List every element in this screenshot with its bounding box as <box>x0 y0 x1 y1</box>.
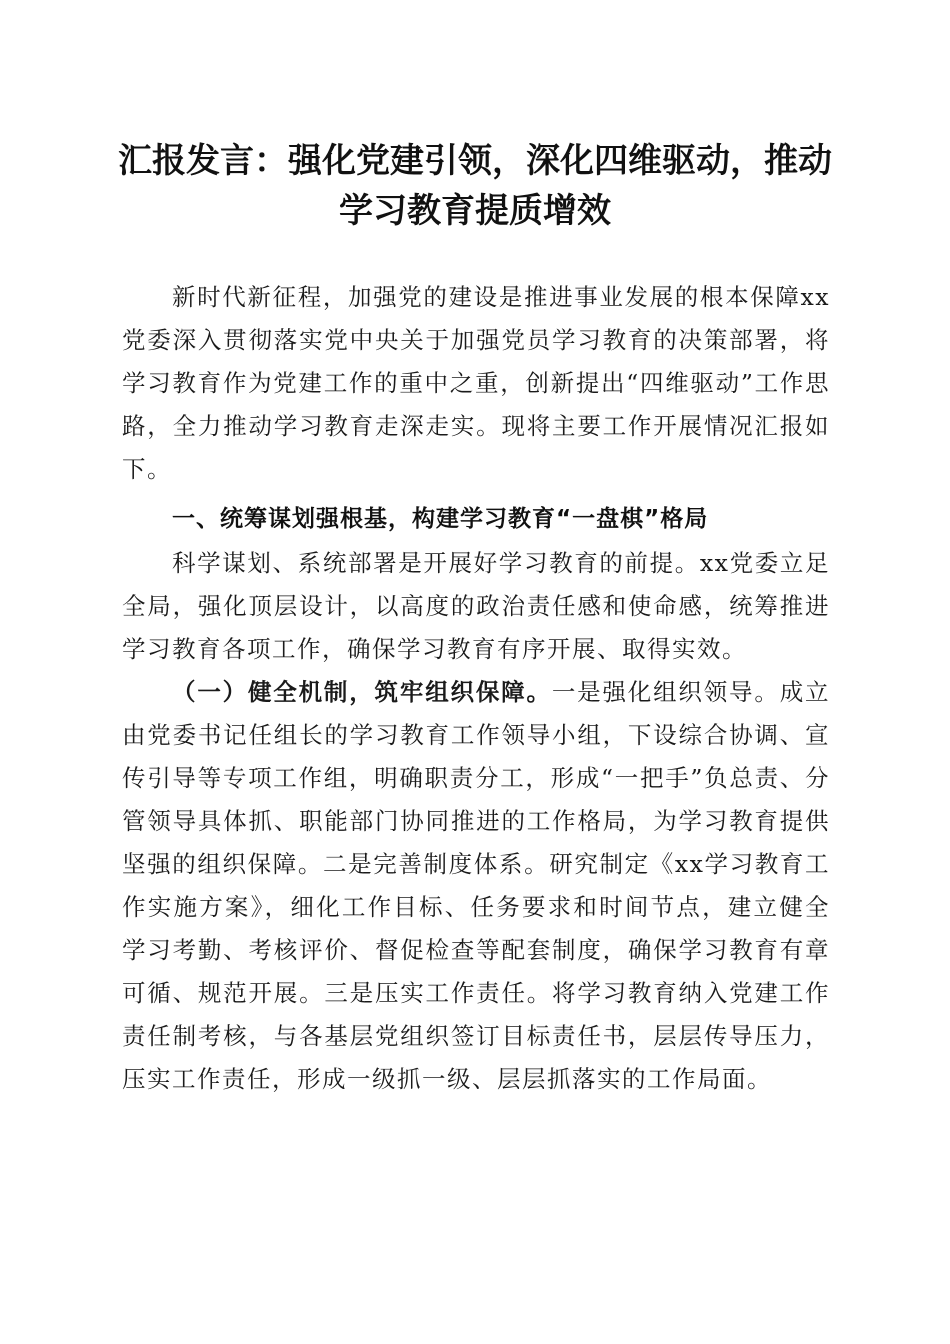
intro-paragraph: 新时代新征程，加强党的建设是推进事业发展的根本保障xx党委深入贯彻落实党中央关于加强党员学习教育的决策部署，将学习教育作为党建工作的重中之重，创新提出“四维驱动”工作思路，全力推动学习教育走深走实。现将主要工作开展情况汇报如下。 <box>122 283 830 483</box>
subsection-1-text: 一是强化组织领导。成立由党委书记任组长的学习教育工作领导小组，下设综合协调、宣传引导等专项工作组，明确职责分工，形成“一把手”负总责、分管领导具体抓、职能部门协同推进的工作格局，为学习教育提供坚强的组织保障。二是完善制度体系。研究制定《xx学习教育工作实施方案》，细化工作目标、任务要求和时间节点，建立健全学习考勤、考核评价、督促检查等配套制度，确保学习教育有章可循、规范开展。三是压实工作责任。将学习教育纳入党建工作责任制考核，与各基层党组织签订目标责任书，层层传导压力，压实工作责任，形成一级抓一级、层层抓落实的工作局面。 <box>122 678 831 1093</box>
section-1-heading: 一、统筹谋划强根基，构建学习教育“一盘棋”格局 <box>172 506 709 532</box>
document-title: 汇报发言：强化党建引领，深化四维驱动，推动学习教育提质增效 <box>118 141 832 231</box>
subsection-1-lead: （一）健全机制，筑牢组织保障。 <box>172 678 552 706</box>
section-1-paragraph: 科学谋划、系统部署是开展好学习教育的前提。xx党委立足全局，强化顶层设计，以高度的政治责任感和使命感，统筹推进学习教育各项工作，确保学习教育有序开展、取得实效。 <box>122 549 830 663</box>
subsection-1-paragraph <box>122 671 830 1101</box>
